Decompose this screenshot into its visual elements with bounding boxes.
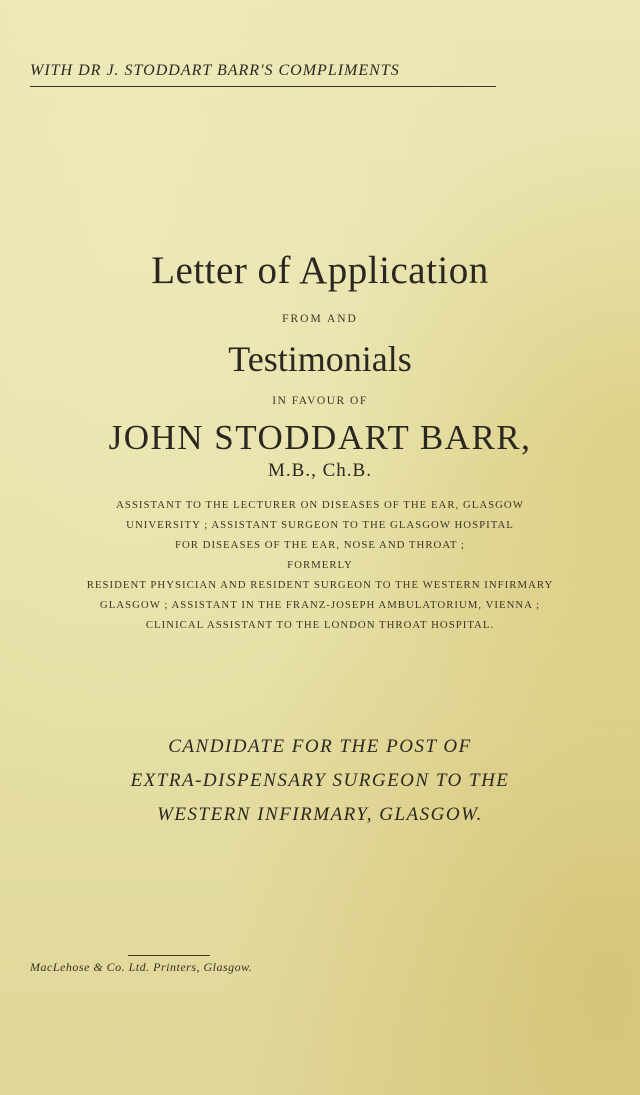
applicant-name: JOHN STODDART BARR, (108, 418, 532, 457)
applicant-degrees: M.B., Ch.B. (268, 460, 372, 481)
printer-imprint: MacLehose & Co. Ltd. Printers, Glasgow. (30, 960, 253, 974)
inscription-underline (30, 86, 496, 87)
qualification-line: RESIDENT PHYSICIAN AND RESIDENT SURGEON TO THE WESTERN INFIRMARY (86, 579, 554, 591)
candidacy-line: CANDIDATE FOR THE POST OF (168, 736, 472, 757)
title-letter-of-application: Letter of Application (151, 249, 489, 292)
qualifications-block (0, 495, 640, 635)
qualification-line: FOR DISEASES OF THE EAR, NOSE AND THROAT ; (174, 539, 466, 551)
title-testimonials: Testimonials (228, 339, 412, 379)
qualification-line: CLINICAL ASSISTANT TO THE LONDON THROAT HOSPITAL. (145, 619, 495, 631)
compliments-inscription: WITH DR J. STODDART BARR'S COMPLIMENTS (30, 62, 400, 79)
candidacy-statement (0, 730, 640, 832)
candidacy-line: WESTERN INFIRMARY, GLASGOW. (157, 804, 483, 825)
in-favour-of-label: IN FAVOUR OF (272, 395, 368, 407)
from-and-label: FROM AND (282, 313, 358, 325)
candidacy-line: EXTRA-DISPENSARY SURGEON TO THE (130, 770, 510, 791)
qualification-line: UNIVERSITY ; ASSISTANT SURGEON TO THE GLASGOW HOSPITAL (126, 519, 514, 531)
qualification-line: GLASGOW ; ASSISTANT IN THE FRANZ-JOSEPH AMBULATORIUM, VIENNA ; (99, 599, 541, 611)
printer-rule (128, 955, 210, 956)
qualification-line: FORMERLY (287, 559, 353, 571)
qualification-line: ASSISTANT TO THE LECTURER ON DISEASES OF THE EAR, GLASGOW (116, 499, 524, 511)
